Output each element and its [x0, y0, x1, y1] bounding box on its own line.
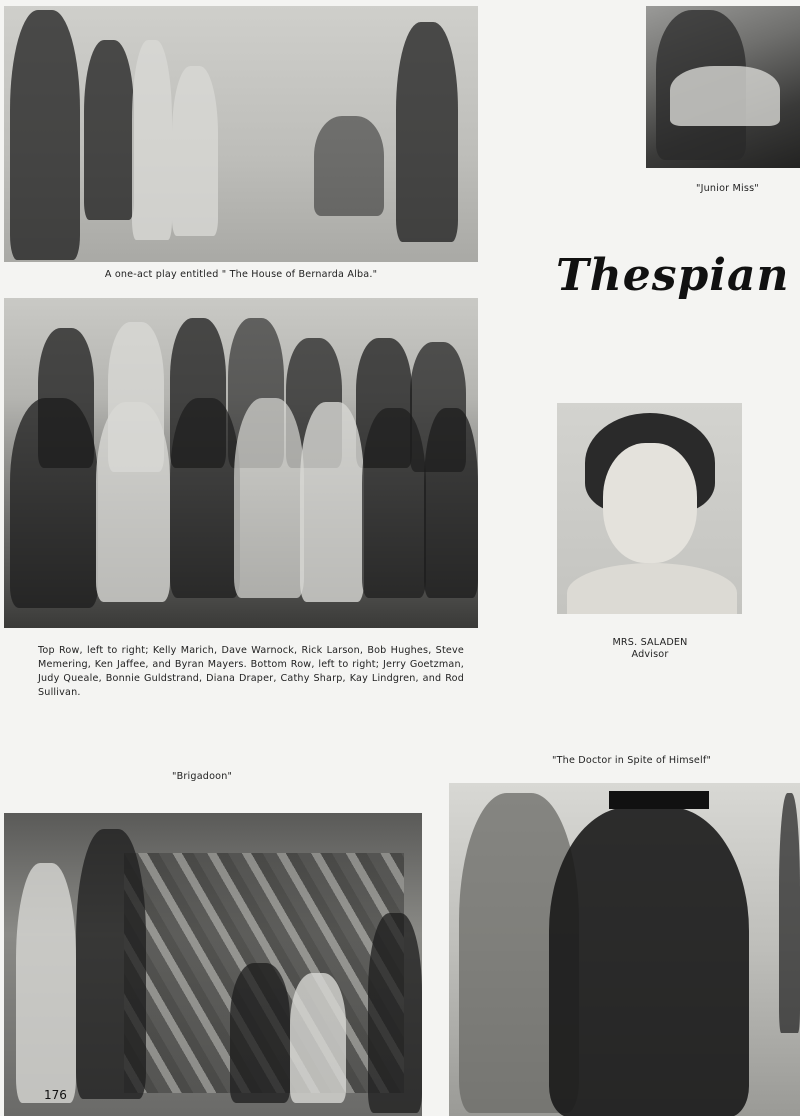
- bernarda-alba-photo: [4, 6, 478, 262]
- brigadoon-caption: "Brigadoon": [172, 771, 233, 782]
- doctor-caption: "The Doctor in Spite of Himself": [552, 755, 712, 766]
- brigadoon-photo: [4, 813, 422, 1116]
- doctor-photo: [449, 783, 800, 1116]
- page-number: 176: [44, 1088, 67, 1102]
- page-title: Thespian: [556, 250, 790, 301]
- group-photo: [4, 298, 478, 628]
- advisor-portrait: [557, 403, 742, 614]
- advisor-role: Advisor: [631, 649, 669, 660]
- group-caption: Top Row, left to right; Kelly Marich, Dave Warnock, Rick Larson, Bob Hughes, Steve Memering, Ken Jaffee, and Byran Mayers. Bottom Row, left to right; Jerry Goetzman, Judy Queale, Bonnie Guldstrand, Diana Draper, Cathy Sharp, Kay Lindgren, and Rod Sullivan.: [38, 645, 464, 698]
- junior-miss-photo: [646, 6, 800, 168]
- advisor-name: MRS. SALADEN: [612, 637, 688, 648]
- bernarda-alba-caption: A one-act play entitled " The House of Bernarda Alba.": [104, 269, 378, 280]
- junior-miss-caption: "Junior Miss": [696, 183, 759, 194]
